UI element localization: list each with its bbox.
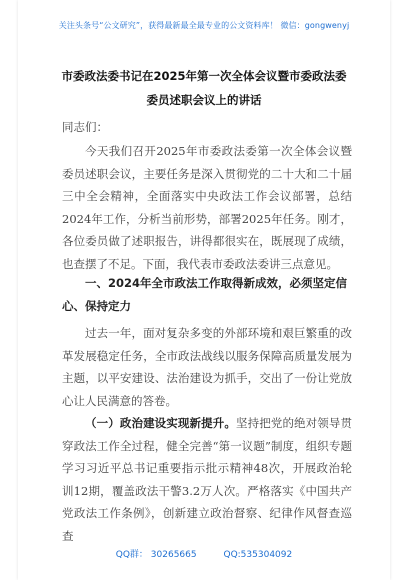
paragraph-1	[62, 140, 352, 275]
paragraph-3-lead: （一）政治建设实现新提升。	[85, 416, 236, 430]
paragraph-3-block	[62, 412, 352, 547]
contact-footer	[18, 547, 390, 560]
paragraph-3	[62, 412, 352, 547]
section-heading-1	[62, 272, 352, 317]
paragraph-2-text: 过去一年，面对复杂多变的外部环境和艰巨繁重的改革发展稳定任务，全市政法战线以服务保障高质量发展为主题，以平安建设、法治建设为抓手，交出了一份让党放心让人民满意的答卷。	[62, 326, 352, 408]
document-title: 市委政法委书记在2025年第一次全体会议暨市委政法委委员述职会议上的讲话	[61, 69, 347, 107]
qq-text: QQ:535304092	[223, 550, 293, 560]
document-page	[18, 0, 390, 580]
paragraph-1-text: 今天我们召开2025年市委政法委第一次全体会议暨委员述职会议，主要任务是深入贯彻党的二十大和二十届三中全会精神，全面落实中央政法工作会议部署，总结2024年工作，分析当前形势，部署2025年任务。刚才，各位委员做了述职报告，讲得都很实在，既展现了成绩，也查摆了不足。下面，我代表市委政法委讲三点意见。	[62, 144, 352, 271]
paragraph-2	[62, 322, 352, 412]
salutation: 同志们：	[62, 120, 108, 134]
qq-group-text: QQ群： 30265665	[115, 550, 197, 560]
paragraph-3-body: 坚持把党的绝对领导贯穿政法工作全过程，健全完善“第一议题”制度，组织专题学习习近平总书记重要指示批示精神48次，开展政治轮训12期，覆盖政法干警3.2万人次。严格落实《中国共产党政法工作条例》，创新建立政治督察、纪律作风督查巡查	[62, 416, 353, 543]
section-heading-1-text: 一、2024年全市政法工作取得新成效，必须坚定信心、保持定力	[62, 276, 348, 313]
promo-banner: 关注头条号“公文研究”，获得最新最全最专业的公文资料库！ 微信：gongwenyj	[58, 21, 350, 30]
